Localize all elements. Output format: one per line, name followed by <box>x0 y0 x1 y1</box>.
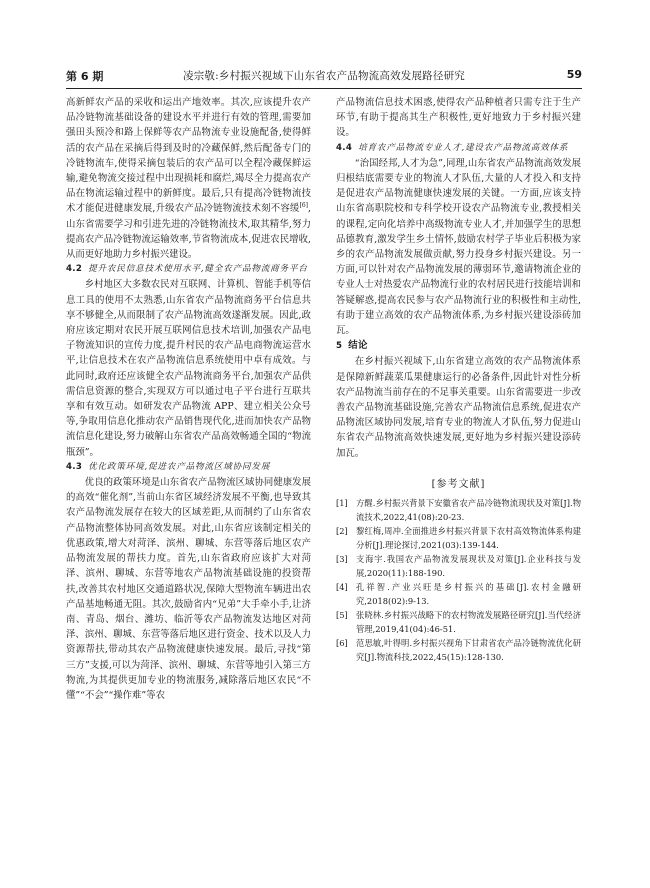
page-number: 59 <box>566 68 582 81</box>
reference-number: [2] <box>336 525 348 536</box>
reference-text: 张晓林.乡村振兴战略下的农村物流发展路径研究[J].当代经济管理,2019,41(04):46-51. <box>356 609 581 634</box>
reference-number: [6] <box>336 637 348 648</box>
paragraph: “治国经邦,人才为急”,同理,山东省农产品物流高效发展归根结底需要专业的物流人才队伍,大量的人才投入和支持是促进农产品物流健康快速发展的关键。一方面,应该支持山东省高职院校和专科学校开设农产品物流专业,教授相关的课程,定向化培养中高级物流专业人才,并加强学生的思想品德教育,激发学生乡土情怀,鼓励农村学子毕业后积极为家乡的农产品物流发展做贡献,努力投身乡村振兴建设。另一方面,可以针对农产品物流发展的薄弱环节,邀请物流企业的专业人士对热爱农产品物流行业的农村居民进行技能培训和答疑解惑,提高农民参与农产品物流行业的积极性和主动性,有助于建立高效的农产品物流体系,为乡村振兴建设添砖加瓦。 <box>336 157 581 337</box>
paragraph <box>66 95 311 262</box>
section-title: 优化政策环境,促进农产品物流区域协同发展 <box>88 461 271 472</box>
paragraph: 优良的政策环境是山东省农产品物流区域协同健康发展的高效“催化剂”,当前山东省区域经济发展不平衡,也导致其农产品物流发展存在较大的区域差距,从而制约了山东省农产品物流整体协同高效发展。对此,山东省应该制定相关的优惠政策,增大对菏泽、滨州、聊城、东营等落后地区农产品物流发展的帮扶力度。首先,山东省政府应该扩大对菏泽、滨州、聊城、东营等地农产品物流基础设施的投资帮扶,改善其农村地区交通道路状况,保障大型物流车辆进出农产品基地畅通无阻。其次,鼓励省内“兄弟”大手牵小手,让济南、青岛、烟台、潍坊、临沂等农产品物流发达地区对菏泽、滨州、聊城、东营等落后地区进行资金、技术以及人力资源帮扶,带动其农产品物流健康快速发展。最后,寻找“第三方”支援,可以为菏泽、滨州、聊城、东营等地引入第三方物流,为其提供更加专业的物流服务,减除落后地区农民“不懂”“不会”“操作难”等农 <box>66 477 311 701</box>
citation-superscript: [6] <box>299 202 309 210</box>
header-rule <box>66 88 582 89</box>
section-heading-5 <box>336 338 581 354</box>
section-number: 4.3 <box>66 461 83 472</box>
reference-number: [3] <box>336 553 348 564</box>
paragraph-text: ,山东省需要学习和引进先进的冷链物流技术,取其精华,努力提高农产品冷链物流运输效率,节省物流成本,促进农民增收,从而更好地助力乡村振兴建设。 <box>66 203 311 261</box>
references <box>336 475 581 664</box>
section-title: 提升农民信息技术使用水平,健全农产品物流商务平台 <box>88 264 308 275</box>
section-title: 结论 <box>348 340 368 352</box>
paragraph: 在乡村振兴视域下,山东省建立高效的农产品物流体系是保障新鲜蔬菜瓜果健康运行的必备条件,因此针对性分析农产品物流当前存在的不足事关重要。山东省需要进一步改善农产品物流基础设施,完善农产品物流信息系统,促进农产品物流区域协同发展,培育专业的物流人才队伍,努力促进山东省农产品物流高效快速发展,更好地为乡村振兴建设添砖加瓦。 <box>336 356 581 459</box>
right-column <box>336 95 581 664</box>
section-title: 培育农产品物流专业人才,建设农产品物流高效体系 <box>358 142 569 153</box>
paragraph: 乡村地区大多数农民对互联网、计算机、智能手机等信息工具的使用不太熟悉,山东省农产品物流商务平台信息共享不够健全,从而限制了农产品物流高效遂渐发展。因此,政府应该定期对农民开展互联网信息技术培训,加强农产品电子物流知识的宣传力度,提升村民的农产品电商物流运营水平,让信息技术在农产品物流信息系统使用中卓有成效。与此同时,政府还应该健全农产品物流商务平台,加强农产品供需信息资源的整合,实现双方可以通过电子平台进行互联共享和有效互动。如研发农产品物流 APP、建立相关公众号等,争取用信息化推动农产品销售现代化,进而加快农产品物流信息化建设,努力破解山东省农产品高效畅通全国的“物流瓶颈”。 <box>66 279 311 458</box>
reference-text: 孔祥智.产业兴旺是乡村振兴的基础[J].农村金融研究,2018(02):9-13. <box>356 581 581 606</box>
reference-text: 方醒.乡村振兴背景下安徽省农产品冷链物流现状及对策[J].物流技术,2022,41(08):20-23. <box>356 497 581 522</box>
section-number: 4.4 <box>336 142 353 153</box>
reference-item <box>336 552 581 580</box>
paragraph-text: 高新鲜农产品的采收和运出产地效率。其次,应该提升农产品冷链物流基础设备的建设水平并进行有效的管理,需要加强田头预冷和路上保鲜等农产品物流专业设施配备,使得鲜活的农产品在采摘后得到及时的冷藏保鲜,然后配备专门的冷链物流车,使得采摘包装后的农产品可以全程冷藏保鲜运输,避免物流交接过程中出现损耗和腐烂,竭尽全力提高农产品在物流运输过程中的新鲜度。最后,只有提高冷链物流技术才能促进健康发展,升级农产品冷链物流技术刻不容缓 <box>66 97 311 215</box>
paragraph: 产品物流信息技术困惑,使得农产品种植者只需专注于生产环节,有助于提高其生产积极性,更好地致力于乡村振兴建设。 <box>336 97 581 139</box>
section-heading-4-2 <box>66 262 311 277</box>
references-title: [参考文献] <box>431 478 486 490</box>
reference-number: [1] <box>336 497 348 508</box>
reference-number: [4] <box>336 581 348 592</box>
section-heading-4-4 <box>336 141 581 156</box>
section-number: 5 <box>336 341 343 352</box>
reference-item <box>336 636 581 664</box>
section-number: 4.2 <box>66 264 83 275</box>
running-title: 凌宗敬:乡村振兴视域下山东省农产品物流高效发展路径研究 <box>183 70 465 82</box>
reference-text: 黎红梅,周冲.全面推进乡村振兴背景下农村高效物流体系构建分析[J].理论探讨,2021(03):139-144. <box>356 525 581 550</box>
running-header <box>66 66 582 84</box>
reference-item <box>336 608 581 636</box>
reference-item <box>336 496 581 524</box>
reference-item <box>336 580 581 608</box>
issue-label: 第 6 期 <box>66 70 104 83</box>
section-heading-4-3 <box>66 460 311 475</box>
reference-number: [5] <box>336 609 348 620</box>
reference-item <box>336 524 581 552</box>
left-column <box>66 95 311 703</box>
reference-text: 范思敏,叶得明.乡村振兴视角下甘肃省农产品冷链物流优化研究[J].物流科技,2022,45(15):128-130. <box>356 637 581 662</box>
reference-text: 支海宇.我国农产品物流发展现状及对策[J].企业科技与发展,2020(11):188-190. <box>356 553 581 578</box>
